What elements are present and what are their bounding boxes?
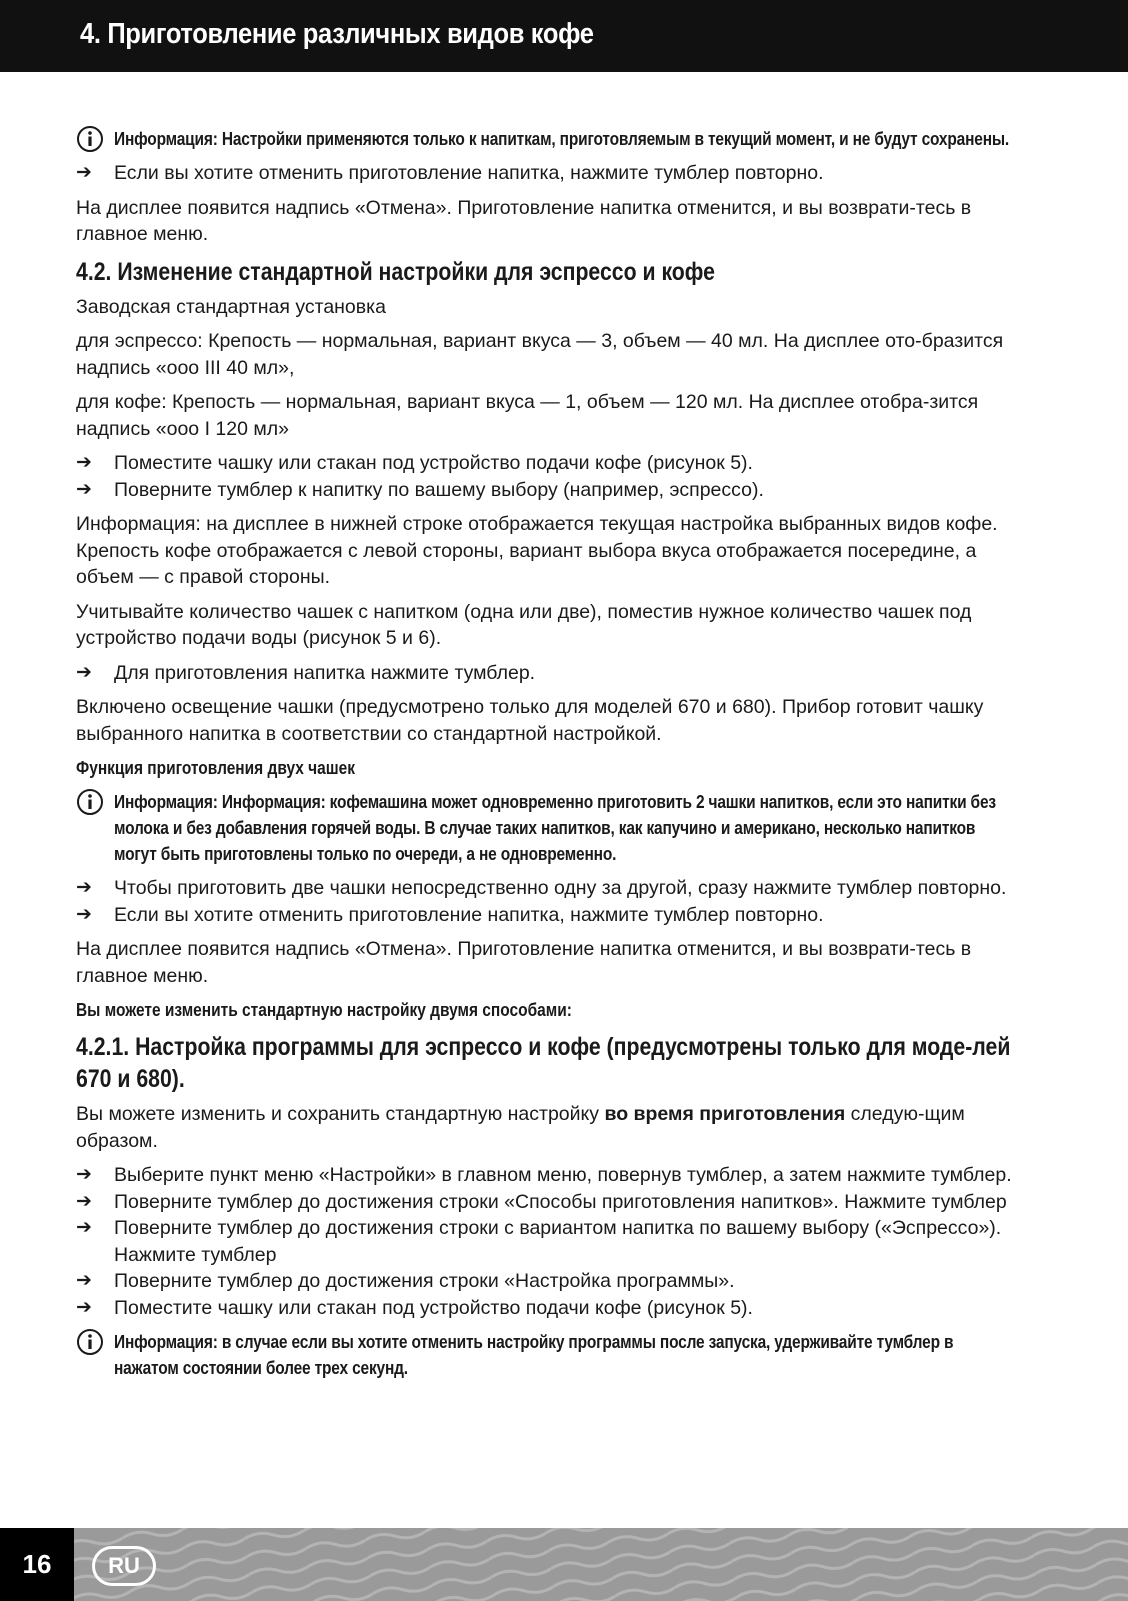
arrow-right-icon: ➔	[76, 1190, 92, 1212]
subheading: Вы можете изменить стандартную настройку двумя способами:	[76, 1000, 572, 1020]
list-item-text: Поверните тумблер до достижения строки «Способы приготовления напитков». Нажмите тумблер	[114, 1190, 1007, 1213]
list-item	[76, 1189, 1036, 1216]
info-note	[76, 1329, 1036, 1381]
arrow-right-icon: ➔	[76, 452, 92, 473]
list-item	[76, 660, 1036, 687]
info-icon	[76, 125, 104, 153]
paragraph: Информация: на дисплее в нижней строке отображается текущая настройка выбранных видов кофе. Крепость кофе отображается с левой стороны, вариант выбора вкуса отображается посередине, а объем — с правой стороны.	[76, 513, 998, 588]
page-number: 16	[22, 1549, 52, 1579]
paragraph-text: Вы можете изменить и сохранить стандартную настройку	[76, 1103, 605, 1125]
emphasis-text: во время приготовления	[604, 1103, 846, 1125]
list-item	[76, 160, 1036, 187]
info-text: Информация: Информация: кофемашина может одновременно приготовить 2 чашки напитков, если это напитки без молока и без добавления горячей воды. В случае таких напитков, как капучино и американо, несколько напитков могут быть приготовлены только по очереди, а не одновременно.	[114, 792, 996, 864]
paragraph-text: следую-щим образом.	[76, 1103, 965, 1152]
arrow-right-icon: ➔	[76, 162, 92, 183]
arrow-right-icon: ➔	[76, 478, 92, 500]
bullet-list	[76, 875, 1036, 928]
list-item-text: Поверните тумблер до достижения строки «Настройка программы».	[114, 1270, 735, 1292]
main-content	[76, 126, 1036, 1389]
bullet-list	[76, 160, 1036, 187]
list-item-text: Чтобы приготовить две чашки непосредственно одну за другой, сразу нажмите тумблер повторно.	[114, 877, 1007, 899]
list-item	[76, 1215, 1036, 1268]
info-text: Информация: Настройки применяются только к напиткам, приготовляемым в текущий момент, и не будут сохранены.	[114, 129, 1010, 149]
paragraph: Включено освещение чашки (предусмотрено только для моделей 670 и 680). Прибор готовит чашку выбранного напитка в соответствии со стандартной настройкой.	[76, 696, 984, 745]
language-badge: RU	[92, 1546, 156, 1586]
paragraph: На дисплее появится надпись «Отмена». Приготовление напитка отменится, и вы возврати-тесь в главное меню.	[76, 196, 972, 245]
page-title: 4. Приготовление различных видов кофе	[80, 18, 594, 50]
info-note	[76, 789, 1036, 867]
list-item-text: Поверните тумблер до достижения строки с вариантом напитка по вашему выбору («Эспрессо»). Нажмите тумблер	[114, 1217, 1002, 1266]
paragraph: Учитывайте количество чашек с напитком (одна или две), поместив нужное количество чашек под устройство подачи воды (рисунок 5 и 6).	[76, 600, 972, 649]
list-item-text: Поместите чашку или стакан под устройство подачи кофе (рисунок 5).	[114, 452, 753, 474]
list-item	[76, 477, 1036, 504]
info-icon	[76, 788, 104, 816]
bullet-list	[76, 660, 1036, 687]
info-note	[76, 126, 1036, 152]
list-item-text: Для приготовления напитка нажмите тумблер.	[114, 661, 536, 684]
list-item	[76, 875, 1036, 902]
list-item	[76, 1268, 1036, 1295]
paragraph	[76, 1101, 1036, 1154]
info-text: Информация: в случае если вы хотите отменить настройку программы после запуска, удерживайте тумблер в нажатом состоянии более трех секунд.	[114, 1332, 954, 1378]
arrow-right-icon: ➔	[76, 1217, 92, 1238]
arrow-right-icon: ➔	[76, 877, 92, 898]
arrow-right-icon: ➔	[76, 661, 92, 683]
list-item	[76, 1295, 1036, 1322]
info-icon	[76, 1328, 104, 1356]
list-item	[76, 1162, 1036, 1189]
list-item-text: Если вы хотите отменить приготовление напитка, нажмите тумблер повторно.	[114, 903, 824, 926]
subheading: Функция приготовления двух чашек	[76, 758, 356, 778]
bullet-list	[76, 1162, 1036, 1321]
wave-pattern	[0, 1528, 1128, 1601]
bullet-list	[76, 450, 1036, 503]
list-item	[76, 450, 1036, 477]
footer-bar	[0, 1528, 1128, 1601]
subsection-heading: 4.2.1. Настройка программы для эспрессо и кофе (предусмотрены только для моде-лей 670 и 680).	[76, 1033, 1011, 1093]
header-bar	[0, 0, 1128, 72]
arrow-right-icon: ➔	[76, 1296, 92, 1318]
list-item-text: Выберите пункт меню «Настройки» в главном меню, повернув тумблер, а затем нажмите тумблер.	[114, 1164, 1012, 1186]
list-item-text: Если вы хотите отменить приготовление напитка, нажмите тумблер повторно.	[114, 162, 824, 184]
paragraph: На дисплее появится надпись «Отмена». Приготовление напитка отменится, и вы возврати-тесь в главное меню.	[76, 938, 972, 987]
list-item-text: Поместите чашку или стакан под устройство подачи кофе (рисунок 5).	[114, 1296, 753, 1319]
paragraph: для эспрессо: Крепость — нормальная, вариант вкуса — 3, объем — 40 мл. На дисплее ото-бразится надпись «ооо III 40 мл»,	[76, 330, 1004, 379]
arrow-right-icon: ➔	[76, 1270, 92, 1291]
arrow-right-icon: ➔	[76, 1164, 92, 1185]
list-item-text: Поверните тумблер к напитку по вашему выбору (например, эспрессо).	[114, 478, 764, 501]
list-item	[76, 902, 1036, 929]
paragraph: Заводская стандартная установка	[76, 295, 386, 318]
paragraph: для кофе: Крепость — нормальная, вариант вкуса — 1, объем — 120 мл. На дисплее отобра-зится надпись «ооо I 120 мл»	[76, 391, 979, 440]
arrow-right-icon: ➔	[76, 903, 92, 925]
section-heading: 4.2. Изменение стандартной настройки для эспрессо и кофе	[76, 257, 715, 286]
